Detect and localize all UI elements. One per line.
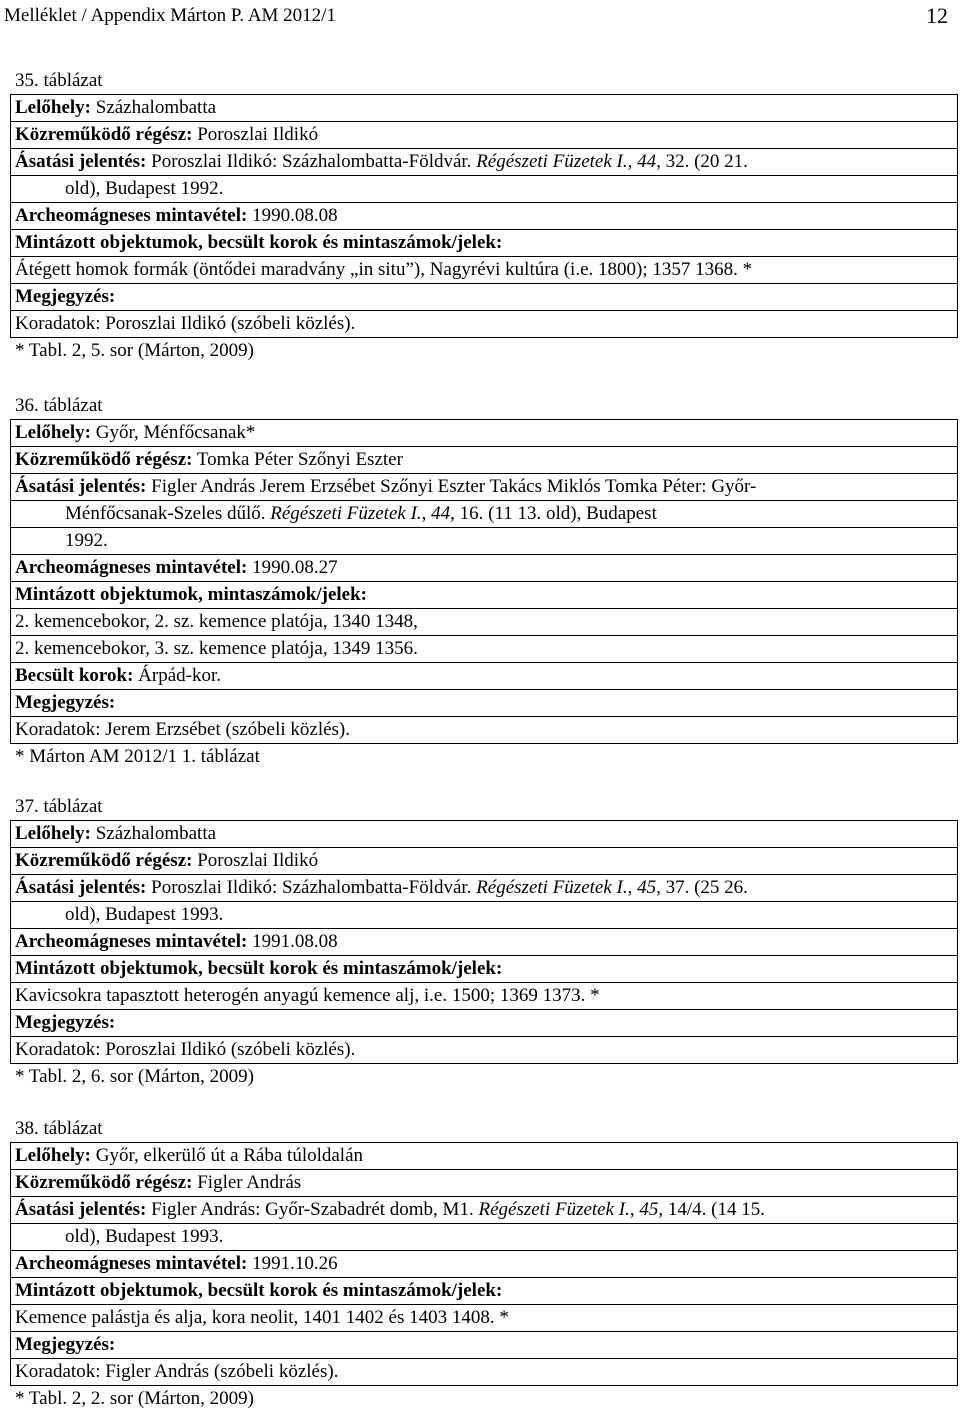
minta-item: Átégett homok formák (öntődei maradvány „in situ”), Nagyrévi kultúra (i.e. 1800); 1357 1368. * xyxy=(15,259,753,280)
table-rule xyxy=(10,662,958,663)
minta-label-row xyxy=(0,955,960,982)
megjegyzes-label: Megjegyzés: xyxy=(15,1334,116,1355)
regesz-value: Tomka Péter Szőnyi Eszter xyxy=(196,449,403,470)
jelentes-cont: old), Budapest 1993. xyxy=(65,904,224,925)
jelentes-sep: , xyxy=(629,1199,635,1220)
table-rule xyxy=(10,500,958,501)
table-rule xyxy=(10,689,958,690)
table-border-right xyxy=(957,94,958,337)
minta-label-row xyxy=(0,1277,960,1304)
koradatok-row: Koradatok: Poroszlai Ildikó (szóbeli közlés). xyxy=(15,1039,356,1060)
table-rule xyxy=(10,1063,958,1064)
lelohely-label: Lelőhely: xyxy=(15,823,91,844)
jelentes-cont xyxy=(0,500,960,527)
jelentes-cont: old), Budapest 1992. xyxy=(65,178,224,199)
megjegyzes-row xyxy=(0,283,960,310)
table-border-right xyxy=(957,419,958,743)
archeo-row xyxy=(0,202,960,229)
archeo-label: Archeomágneses mintavétel: xyxy=(15,1253,248,1274)
table-rule xyxy=(10,1223,958,1224)
journal-title: Régészeti Füzetek I. xyxy=(478,1199,630,1220)
table-rule xyxy=(10,1142,958,1143)
regesz-label: Közreműködő régész: xyxy=(15,850,193,871)
minta-label: Mintázott objektumok, mintaszámok/jelek: xyxy=(15,584,367,605)
megjegyzes-label: Megjegyzés: xyxy=(15,1012,116,1033)
becsult-label: Becsült korok: xyxy=(15,665,134,686)
table-border-right xyxy=(957,1142,958,1385)
lelohely-label: Lelőhely: xyxy=(15,1145,91,1166)
regesz-value: Figler András xyxy=(197,1172,302,1193)
jelentes-text: Poroszlai Ildikó: Százhalombatta-Földvár. xyxy=(151,151,472,172)
table-rule xyxy=(10,847,958,848)
journal-volume: 44 xyxy=(431,503,451,524)
jelentes-pages: , 37. (25 26. xyxy=(656,877,748,898)
table-title: 37. táblázat xyxy=(15,796,103,817)
journal-volume: 45 xyxy=(639,1199,659,1220)
archeo-row xyxy=(0,1250,960,1277)
jelentes-text: Ménfőcsanak-Szeles dűlő. xyxy=(65,503,266,524)
table-title: 36. táblázat xyxy=(15,395,103,416)
minta-label-row xyxy=(0,229,960,256)
jelentes-row xyxy=(0,473,960,500)
table-rule xyxy=(10,1036,958,1037)
lelohely-row xyxy=(0,94,960,121)
jelentes-label: Ásatási jelentés: xyxy=(15,877,147,898)
minta-item: 2. kemencebokor, 3. sz. kemence platója, 1349 1356. xyxy=(15,638,418,659)
table-rule xyxy=(10,928,958,929)
jelentes-pages: , 16. (11 13. old), Budapest xyxy=(450,503,657,524)
table-rule xyxy=(10,1385,958,1386)
table-rule xyxy=(10,229,958,230)
journal-volume: 45 xyxy=(637,877,657,898)
lelohely-value: Százhalombatta xyxy=(95,97,217,118)
archeo-label: Archeomágneses mintavétel: xyxy=(15,205,248,226)
lelohely-row xyxy=(0,1142,960,1169)
table-rule xyxy=(10,1277,958,1278)
jelentes-label: Ásatási jelentés: xyxy=(15,476,147,497)
table-rule xyxy=(10,901,958,902)
table-rule xyxy=(10,1009,958,1010)
table-rule xyxy=(10,473,958,474)
table-rule xyxy=(10,982,958,983)
page-number: 12 xyxy=(926,3,948,28)
jelentes-text: Figler András Jerem Erzsébet Szőnyi Eszter Takács Miklós Tomka Péter: Győr- xyxy=(151,476,757,497)
archeo-value: 1991.08.08 xyxy=(252,931,338,952)
table-rule xyxy=(10,310,958,311)
lelohely-value: Győr, elkerülő út a Rába túloldalán xyxy=(95,1145,364,1166)
jelentes-cont: 1992. xyxy=(65,530,108,551)
table-rule xyxy=(10,1358,958,1359)
table-title: 35. táblázat xyxy=(15,70,103,91)
lelohely-label: Lelőhely: xyxy=(15,97,91,118)
table-rule xyxy=(10,874,958,875)
table-rule xyxy=(10,1304,958,1305)
regesz-label: Közreműködő régész: xyxy=(15,1172,193,1193)
megjegyzes-row xyxy=(0,689,960,716)
regesz-row xyxy=(0,1169,960,1196)
table-38 xyxy=(0,1115,960,1412)
jelentes-pages: , 14/4. (14 15. xyxy=(658,1199,765,1220)
archeo-label: Archeomágneses mintavétel: xyxy=(15,557,248,578)
table-rule xyxy=(10,743,958,744)
lelohely-row xyxy=(0,820,960,847)
table-border-left xyxy=(10,820,11,1063)
header-title: Melléklet / Appendix Márton P. AM 2012/1 xyxy=(4,5,336,26)
koradatok-row: Koradatok: Figler András (szóbeli közlés). xyxy=(15,1361,339,1382)
table-border-left xyxy=(10,1142,11,1385)
table-note: * Tabl. 2, 2. sor (Márton, 2009) xyxy=(15,1388,254,1409)
koradatok-row: Koradatok: Jerem Erzsébet (szóbeli közlés). xyxy=(15,719,351,740)
archeo-row xyxy=(0,928,960,955)
table-rule xyxy=(10,635,958,636)
megjegyzes-row xyxy=(0,1009,960,1036)
regesz-value: Poroszlai Ildikó xyxy=(197,124,319,145)
jelentes-row xyxy=(0,148,960,175)
jelentes-sep: , xyxy=(627,151,633,172)
table-rule xyxy=(10,527,958,528)
lelohely-label: Lelőhely: xyxy=(15,422,91,443)
lelohely-value: Győr, Ménfőcsanak* xyxy=(95,422,256,443)
jelentes-label: Ásatási jelentés: xyxy=(15,151,147,172)
minta-label-row xyxy=(0,581,960,608)
jelentes-sep: , xyxy=(421,503,427,524)
koradatok-row: Koradatok: Poroszlai Ildikó (szóbeli közlés). xyxy=(15,313,356,334)
table-rule xyxy=(10,955,958,956)
journal-title: Régészeti Füzetek I. xyxy=(476,877,628,898)
table-rule xyxy=(10,446,958,447)
regesz-row xyxy=(0,121,960,148)
table-border-left xyxy=(10,94,11,337)
jelentes-row xyxy=(0,874,960,901)
minta-label: Mintázott objektumok, becsült korok és mintaszámok/jelek: xyxy=(15,232,503,253)
jelentes-label: Ásatási jelentés: xyxy=(15,1199,147,1220)
table-rule xyxy=(10,175,958,176)
table-rule xyxy=(10,554,958,555)
table-37 xyxy=(0,793,960,1090)
journal-title: Régészeti Füzetek I. xyxy=(476,151,628,172)
archeo-value: 1991.10.26 xyxy=(252,1253,338,1274)
regesz-label: Közreműködő régész: xyxy=(15,449,193,470)
table-rule xyxy=(10,716,958,717)
jelentes-text: Figler András: Győr-Szabadrét domb, M1. xyxy=(151,1199,474,1220)
lelohely-row xyxy=(0,419,960,446)
archeo-value: 1990.08.27 xyxy=(252,557,338,578)
table-rule xyxy=(10,1196,958,1197)
minta-label: Mintázott objektumok, becsült korok és mintaszámok/jelek: xyxy=(15,1280,503,1301)
megjegyzes-label: Megjegyzés: xyxy=(15,692,116,713)
table-note: * Tabl. 2, 5. sor (Márton, 2009) xyxy=(15,340,254,361)
jelentes-cont: old), Budapest 1993. xyxy=(65,1226,224,1247)
table-rule xyxy=(10,1250,958,1251)
table-rule xyxy=(10,256,958,257)
becsult-row xyxy=(0,662,960,689)
table-rule xyxy=(10,820,958,821)
archeo-value: 1990.08.08 xyxy=(252,205,338,226)
minta-label: Mintázott objektumok, becsült korok és mintaszámok/jelek: xyxy=(15,958,503,979)
megjegyzes-label: Megjegyzés: xyxy=(15,286,116,307)
journal-volume: 44 xyxy=(637,151,657,172)
table-rule xyxy=(10,148,958,149)
table-rule xyxy=(10,202,958,203)
table-rule xyxy=(10,121,958,122)
jelentes-text: Poroszlai Ildikó: Százhalombatta-Földvár. xyxy=(151,877,472,898)
journal-title: Régészeti Füzetek I. xyxy=(270,503,422,524)
page-header xyxy=(0,0,960,30)
table-title: 38. táblázat xyxy=(15,1118,103,1139)
jelentes-sep: , xyxy=(627,877,633,898)
table-rule xyxy=(10,283,958,284)
regesz-value: Poroszlai Ildikó xyxy=(197,850,319,871)
table-rule xyxy=(10,1169,958,1170)
table-rule xyxy=(10,1331,958,1332)
table-rule xyxy=(10,94,958,95)
table-rule xyxy=(10,581,958,582)
table-note: * Tabl. 2, 6. sor (Márton, 2009) xyxy=(15,1066,254,1087)
table-border-left xyxy=(10,419,11,743)
becsult-value: Árpád-kor. xyxy=(138,665,222,686)
jelentes-pages: , 32. (20 21. xyxy=(656,151,748,172)
minta-item: Kemence palástja és alja, kora neolit, 1401 1402 és 1403 1408. * xyxy=(15,1307,509,1328)
table-border-right xyxy=(957,820,958,1063)
table-36 xyxy=(0,392,960,770)
lelohely-value: Százhalombatta xyxy=(95,823,217,844)
jelentes-row xyxy=(0,1196,960,1223)
minta-item: Kavicsokra tapasztott heterogén anyagú kemence alj, i.e. 1500; 1369 1373. * xyxy=(15,985,600,1006)
regesz-row xyxy=(0,446,960,473)
table-35 xyxy=(0,67,960,364)
table-rule xyxy=(10,419,958,420)
archeo-label: Archeomágneses mintavétel: xyxy=(15,931,248,952)
table-note: * Márton AM 2012/1 1. táblázat xyxy=(15,746,260,767)
minta-item: 2. kemencebokor, 2. sz. kemence platója, 1340 1348, xyxy=(15,611,418,632)
megjegyzes-row xyxy=(0,1331,960,1358)
regesz-label: Közreműködő régész: xyxy=(15,124,193,145)
regesz-row xyxy=(0,847,960,874)
archeo-row xyxy=(0,554,960,581)
table-rule xyxy=(10,337,958,338)
table-rule xyxy=(10,608,958,609)
